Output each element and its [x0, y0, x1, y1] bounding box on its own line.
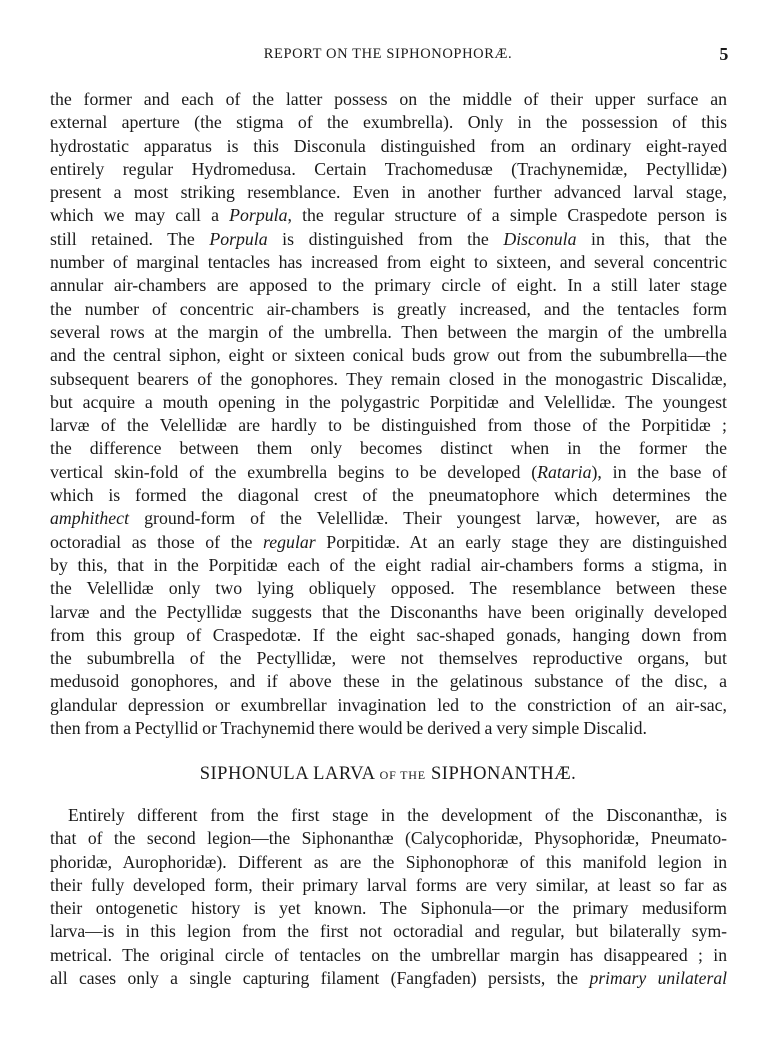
section-heading-smallcaps: OF THE [379, 768, 426, 782]
text-line: number of marginal tentacles has increased from eight to sixteen, and several concentric [50, 252, 727, 273]
italic-term: amphithect [50, 508, 130, 529]
section-heading [0, 764, 776, 785]
italic-term: Rataria [537, 461, 592, 482]
body-paragraph-1 [50, 88, 727, 740]
italic-term: Porpula [209, 228, 268, 249]
body-paragraph-2 [50, 804, 727, 990]
text-line: then from a Pectyllid or Trachynemid there would be derived a very simple Discalid. [50, 718, 647, 739]
text-line: glandular depression or exumbrellar invagination led to the constriction of an air-sac, [50, 694, 727, 715]
text-line: entirely regular Hydromedusa. Certain Trachomedusæ (Trachynemidæ, Pectyllidæ) [50, 158, 727, 179]
text-line: medusoid gonophores, and if above these in the gelatinous substance of the disc, a [50, 671, 727, 692]
italic-term: Porpula [229, 205, 288, 226]
text-line: subsequent bearers of the gonophores. They remain closed in the monogastric Discalidæ, [50, 368, 727, 389]
text-line: Entirely different from the first stage in the development of the Disconanthæ, is [68, 805, 727, 825]
text-line: that of the second legion—the Siphonanthæ (Calycophoridæ, Physophoridæ, Pneumato- [50, 828, 727, 849]
italic-term: regular [263, 531, 316, 552]
text-line: the number of concentric air-chambers is greatly increased, and the tentacles form [50, 298, 727, 319]
text-line: which is formed the diagonal crest of the pneumatophore which determines the [50, 485, 727, 506]
text-line: from this group of Craspedotæ. If the eight sac-shaped gonads, hanging down from [50, 624, 727, 645]
text-line: larvæ of the Velellidæ are hardly to be distinguished from those of the Porpitidæ ; [50, 415, 727, 436]
section-heading-part2: SIPHONANTHÆ. [425, 764, 577, 784]
text-line: still retained. The Porpula is distinguished from the Disconula in this, that the [50, 228, 727, 249]
running-header [50, 44, 729, 68]
text-line: by this, that in the Porpitidæ each of the eight radial air-chambers forms a stigma, in [50, 554, 727, 575]
text-line: all cases only a single capturing filament (Fangfaden) persists, the primary unilateral [50, 968, 727, 989]
italic-term: primary unilateral [589, 968, 727, 989]
text-line: metrical. The original circle of tentacles on the umbrellar margin has disappeared ; in [50, 944, 727, 965]
section-heading-part1: SIPHONULA LARVA [199, 764, 380, 784]
text-line: vertical skin-fold of the exumbrella begins to be developed (Rataria), in the base of [50, 461, 727, 482]
text-line: octoradial as those of the regular Porpitidæ. At an early stage they are distinguished [50, 531, 727, 552]
text-line: hydrostatic apparatus is this Disconula distinguished from an ordinary eight-rayed [50, 135, 727, 156]
text-line: the former and each of the latter possess on the middle of their upper surface an [50, 89, 727, 109]
text-line: present a most striking resemblance. Even in another further advanced larval stage, [50, 182, 727, 203]
italic-term: Disconula [503, 228, 577, 249]
text-line: their fully developed form, their primary larval forms are very similar, at least so far as [50, 874, 727, 895]
text-line: which we may call a Porpula, the regular structure of a simple Craspedote person is [50, 205, 728, 226]
text-line: the subumbrella of the Pectyllidæ, were not themselves reproductive organs, but [50, 648, 727, 669]
text-line: annular air-chambers are apposed to the primary circle of eight. In a still later stage [50, 275, 727, 296]
text-line: amphithect ground-form of the Velellidæ. Their youngest larvæ, however, are as [50, 508, 727, 529]
text-line: their ontogenetic history is yet known. The Siphonula—or the primary medusiform [50, 898, 727, 919]
text-line: external aperture (the stigma of the exumbrella). Only in the possession of this [50, 112, 727, 133]
text-line: larvæ and the Pectyllidæ suggests that the Disconanths have been originally developed [50, 601, 727, 622]
text-line: but acquire a mouth opening in the polygastric Porpitidæ and Velellidæ. The youngest [50, 391, 727, 412]
text-line: the difference between them only becomes distinct when in the former the [50, 438, 727, 459]
page-number: 5 [719, 44, 729, 64]
text-line: larva—is in this legion from the first not octoradial and regular, but bilaterally sym- [50, 921, 727, 942]
text-line: phoridæ, Aurophoridæ). Different as are the Siphonophoræ of this manifold legion in [50, 851, 727, 872]
text-line: the Velellidæ only two lying obliquely opposed. The resemblance between these [50, 578, 727, 599]
text-line: several rows at the margin of the umbrella. Then between the margin of the umbrella [50, 321, 727, 342]
text-line: and the central siphon, eight or sixteen conical buds grow out from the subumbrella—the [50, 345, 727, 366]
running-title: REPORT ON THE SIPHONOPHORÆ. [263, 46, 513, 62]
